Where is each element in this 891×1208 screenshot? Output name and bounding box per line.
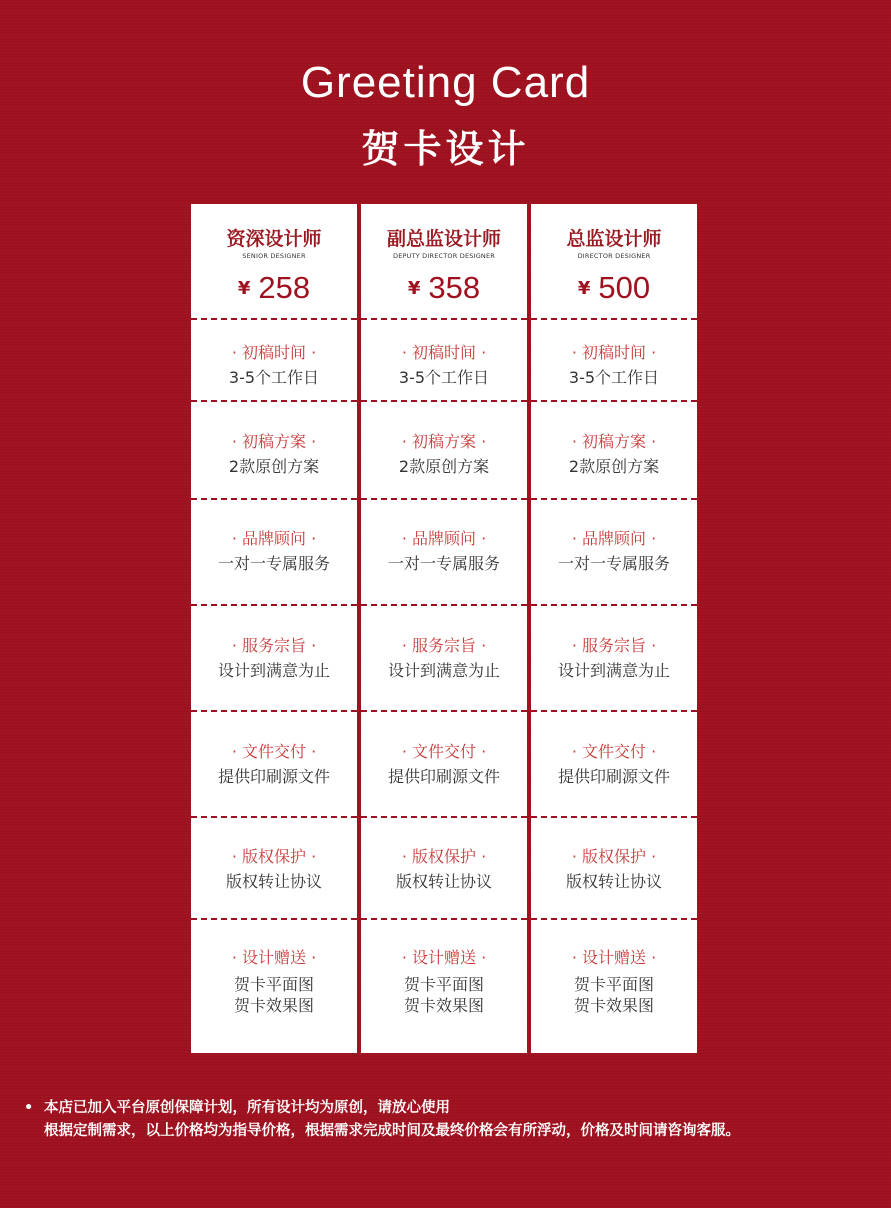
bonus-item-1: 贺卡平面图 bbox=[233, 975, 314, 994]
feature-label: · 版权保护 · bbox=[401, 847, 487, 866]
feature-cell bbox=[361, 710, 527, 816]
feature-label: · 设计赠送 · bbox=[231, 948, 317, 967]
feature-cell bbox=[531, 816, 697, 918]
tier-name: 副总监设计师 bbox=[386, 228, 501, 250]
feature-value bbox=[191, 974, 357, 1016]
feature-label: · 初稿方案 · bbox=[401, 432, 487, 451]
tier-name: 总监设计师 bbox=[566, 228, 662, 250]
feature-value: 2款原创方案 bbox=[398, 457, 490, 476]
feature-value: 设计到满意为止 bbox=[387, 661, 500, 680]
currency-symbol: ¥ bbox=[407, 278, 421, 299]
tier-price bbox=[191, 270, 357, 306]
feature-label: · 初稿时间 · bbox=[401, 343, 487, 362]
feature-cell bbox=[361, 400, 527, 498]
feature-cell bbox=[361, 498, 527, 604]
tier-price bbox=[361, 270, 527, 306]
feature-cell bbox=[361, 318, 527, 400]
feature-cell bbox=[531, 318, 697, 400]
tier-subtitle: SENIOR DESIGNER bbox=[242, 252, 306, 260]
feature-value: 2款原创方案 bbox=[228, 457, 320, 476]
feature-label: · 服务宗旨 · bbox=[231, 636, 317, 655]
feature-label: · 服务宗旨 · bbox=[401, 636, 487, 655]
feature-cell bbox=[361, 604, 527, 710]
feature-cell bbox=[191, 400, 357, 498]
feature-label: · 初稿时间 · bbox=[231, 343, 317, 362]
feature-label: · 品牌顾问 · bbox=[401, 529, 487, 548]
title-cn: 贺卡设计 bbox=[361, 127, 530, 171]
feature-label: · 文件交付 · bbox=[571, 742, 657, 761]
price-value: 500 bbox=[598, 270, 651, 305]
feature-value: 一对一专属服务 bbox=[557, 554, 670, 573]
feature-label: · 服务宗旨 · bbox=[571, 636, 657, 655]
feature-cell bbox=[531, 498, 697, 604]
feature-cell bbox=[531, 710, 697, 816]
feature-cell bbox=[531, 918, 697, 1053]
feature-value: 版权转让协议 bbox=[565, 872, 662, 891]
feature-cell bbox=[191, 604, 357, 710]
feature-value: 设计到满意为止 bbox=[217, 661, 330, 680]
feature-cell bbox=[361, 918, 527, 1053]
feature-value: 3-5个工作日 bbox=[228, 368, 320, 387]
feature-value: 2款原创方案 bbox=[568, 457, 660, 476]
feature-value bbox=[361, 974, 527, 1016]
feature-value: 提供印刷源文件 bbox=[387, 767, 500, 786]
pricing-column-director bbox=[531, 204, 697, 1053]
note-line-2: 根据定制需求，以上价格均为指导价格，根据需求完成时间及最终价格会有所浮动，价格及时间请咨询客服。 bbox=[44, 1123, 740, 1139]
tier-header bbox=[191, 204, 357, 320]
bonus-item-2: 贺卡效果图 bbox=[573, 996, 654, 1015]
bonus-item-2: 贺卡效果图 bbox=[403, 996, 484, 1015]
price-value: 258 bbox=[258, 270, 311, 305]
feature-label: · 初稿方案 · bbox=[231, 432, 317, 451]
bonus-item-1: 贺卡平面图 bbox=[403, 975, 484, 994]
feature-label: · 设计赠送 · bbox=[401, 948, 487, 967]
bonus-item-1: 贺卡平面图 bbox=[573, 975, 654, 994]
tier-subtitle: DEPUTY DIRECTOR DESIGNER bbox=[392, 252, 496, 260]
bullet-icon: • bbox=[24, 1100, 34, 1116]
feature-cell bbox=[191, 918, 357, 1053]
feature-value: 版权转让协议 bbox=[395, 872, 492, 891]
feature-label: · 品牌顾问 · bbox=[571, 529, 657, 548]
currency-symbol: ¥ bbox=[237, 278, 251, 299]
feature-value: 3-5个工作日 bbox=[398, 368, 490, 387]
note-line-1: 本店已加入平台原创保障计划，所有设计均为原创，请放心使用 bbox=[44, 1100, 450, 1116]
feature-label: · 设计赠送 · bbox=[571, 948, 657, 967]
title-en: Greeting Card bbox=[300, 58, 591, 107]
tier-price bbox=[531, 270, 697, 306]
feature-label: · 版权保护 · bbox=[231, 847, 317, 866]
feature-label: · 初稿方案 · bbox=[571, 432, 657, 451]
feature-cell bbox=[191, 710, 357, 816]
feature-cell bbox=[531, 400, 697, 498]
pricing-column-senior bbox=[191, 204, 357, 1053]
currency-symbol: ¥ bbox=[577, 278, 591, 299]
feature-value: 3-5个工作日 bbox=[568, 368, 660, 387]
feature-value: 设计到满意为止 bbox=[557, 661, 670, 680]
feature-cell bbox=[191, 498, 357, 604]
price-value: 358 bbox=[428, 270, 481, 305]
tier-header bbox=[531, 204, 697, 320]
tier-subtitle: DIRECTOR DESIGNER bbox=[577, 252, 651, 260]
feature-value: 版权转让协议 bbox=[225, 872, 322, 891]
feature-value bbox=[531, 974, 697, 1016]
feature-value: 一对一专属服务 bbox=[387, 554, 500, 573]
tier-header bbox=[361, 204, 527, 320]
feature-value: 提供印刷源文件 bbox=[557, 767, 670, 786]
pricing-column-deputy-director bbox=[361, 204, 527, 1053]
feature-label: · 文件交付 · bbox=[231, 742, 317, 761]
feature-cell bbox=[361, 816, 527, 918]
feature-cell bbox=[531, 604, 697, 710]
feature-value: 提供印刷源文件 bbox=[217, 767, 330, 786]
tier-name: 资深设计师 bbox=[226, 228, 322, 250]
feature-label: · 品牌顾问 · bbox=[231, 529, 317, 548]
bonus-item-2: 贺卡效果图 bbox=[233, 996, 314, 1015]
feature-value: 一对一专属服务 bbox=[217, 554, 330, 573]
feature-label: · 文件交付 · bbox=[401, 742, 487, 761]
feature-label: · 初稿时间 · bbox=[571, 343, 657, 362]
footer-notes bbox=[24, 1097, 740, 1143]
feature-cell bbox=[191, 318, 357, 400]
feature-cell bbox=[191, 816, 357, 918]
feature-label: · 版权保护 · bbox=[571, 847, 657, 866]
